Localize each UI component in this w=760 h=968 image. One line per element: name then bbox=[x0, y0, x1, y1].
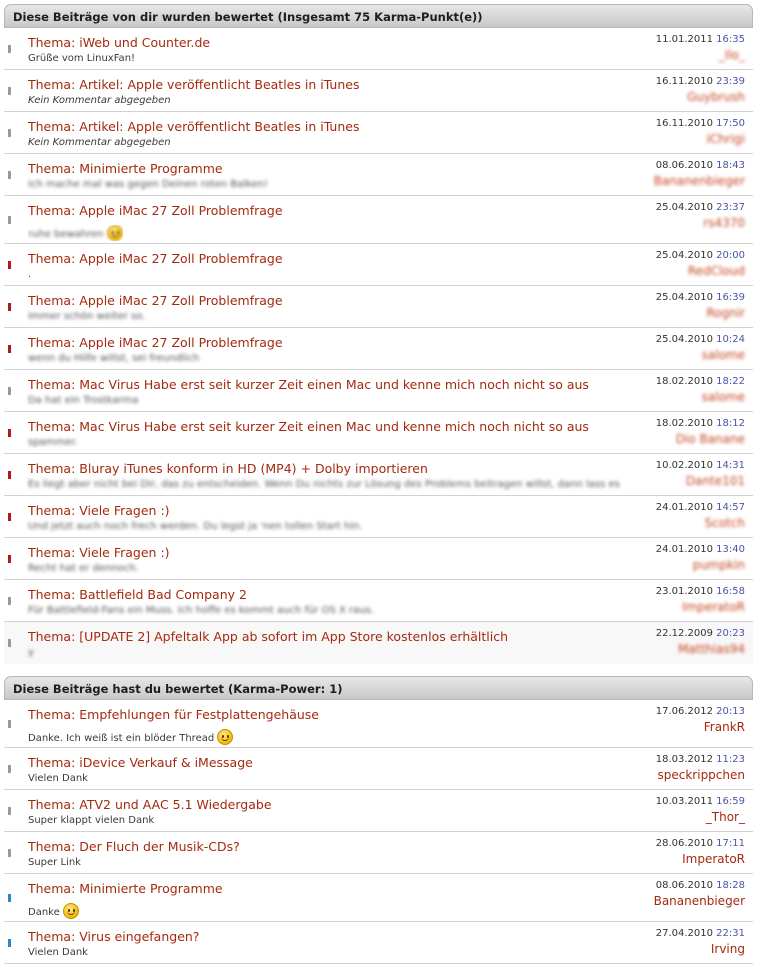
rating-date bbox=[656, 34, 745, 45]
table-row bbox=[4, 874, 753, 922]
karma-marker-neutral bbox=[8, 849, 11, 857]
user-link[interactable]: salome bbox=[701, 390, 745, 404]
table-row bbox=[4, 28, 753, 70]
karma-comment: Es liegt aber nicht bei Dir, das zu entscheiden. Wenn Du nichts zur Lösung des Problems beitragen willst, dann lass es bbox=[28, 479, 620, 490]
rating-date bbox=[656, 160, 745, 171]
time-text: 17:11 bbox=[716, 838, 745, 849]
smiley-icon bbox=[63, 903, 79, 919]
thread-link[interactable]: Thema: iWeb und Counter.de bbox=[28, 35, 211, 50]
rating-date bbox=[656, 376, 745, 387]
table-row bbox=[4, 70, 753, 112]
time-text: 16:35 bbox=[716, 34, 745, 45]
karma-marker-neutral bbox=[8, 216, 11, 224]
thread-link[interactable]: Thema: Der Fluch der Musik-CDs? bbox=[28, 839, 240, 854]
date-text: 27.04.2010 bbox=[655, 928, 713, 939]
table-row bbox=[4, 112, 753, 154]
karma-marker-neutral bbox=[8, 639, 11, 647]
time-text: 14:57 bbox=[716, 502, 745, 513]
karma-comment: Super klappt vielen Dank bbox=[28, 815, 155, 826]
received-karma-header: Diese Beiträge von dir wurden bewertet (Insgesamt 75 Karma-Punkt(e)) bbox=[4, 4, 753, 28]
date-text: 25.04.2010 bbox=[655, 334, 713, 345]
time-text: 23:37 bbox=[716, 202, 745, 213]
karma-marker-neutral bbox=[8, 807, 11, 815]
rating-date bbox=[656, 460, 745, 471]
table-row bbox=[4, 538, 753, 580]
karma-marker-negative bbox=[8, 429, 11, 437]
karma-comment: Ich mache mal was gegen Deinen roten Balken! bbox=[28, 179, 268, 190]
user-link[interactable]: iChrigi bbox=[706, 132, 745, 146]
time-text: 17:50 bbox=[716, 118, 745, 129]
karma-marker-positive bbox=[8, 894, 11, 902]
thread-link[interactable]: Thema: Viele Fragen :) bbox=[28, 503, 170, 518]
karma-marker-neutral bbox=[8, 597, 11, 605]
karma-comment bbox=[28, 903, 79, 919]
karma-comment: Immer schön weiter so. bbox=[28, 311, 146, 322]
rating-date bbox=[656, 250, 745, 261]
karma-marker-neutral bbox=[8, 720, 11, 728]
smiley-icon bbox=[107, 225, 123, 241]
table-row bbox=[4, 244, 753, 286]
user-link[interactable]: Rognir bbox=[706, 306, 745, 320]
time-text: 13:40 bbox=[716, 544, 745, 555]
karma-comment: Da hat ein Trostkarma bbox=[28, 395, 139, 406]
thread-link[interactable]: Thema: Apple iMac 27 Zoll Problemfrage bbox=[28, 251, 283, 266]
rating-date bbox=[656, 928, 745, 939]
karma-marker-neutral bbox=[8, 171, 11, 179]
karma-marker-positive bbox=[8, 939, 11, 947]
date-text: 25.04.2010 bbox=[655, 292, 713, 303]
karma-marker-neutral bbox=[8, 129, 11, 137]
karma-comment: Und jetzt auch noch frech werden. Du legst ja 'nen tollen Start hin. bbox=[28, 521, 363, 532]
user-link[interactable]: salome bbox=[701, 348, 745, 362]
table-row bbox=[4, 370, 753, 412]
user-link[interactable]: Bananenbieger bbox=[653, 174, 745, 188]
thread-link[interactable]: Thema: Mac Virus Habe erst seit kurzer Zeit einen Mac und kenne mich noch nicht so aus bbox=[28, 419, 589, 434]
thread-link[interactable]: Thema: Battlefield Bad Company 2 bbox=[28, 587, 247, 602]
user-link[interactable]: _Thor_ bbox=[705, 810, 745, 824]
time-text: 14:31 bbox=[716, 460, 745, 471]
time-text: 16:58 bbox=[716, 586, 745, 597]
rating-date bbox=[656, 334, 745, 345]
user-link[interactable]: speckrippchen bbox=[657, 768, 745, 782]
thread-link[interactable]: Thema: Mac Virus Habe erst seit kurzer Zeit einen Mac und kenne mich noch nicht so aus bbox=[28, 377, 589, 392]
thread-link[interactable]: Thema: [UPDATE 2] Apfeltalk App ab sofort im App Store kostenlos erhältlich bbox=[28, 629, 509, 644]
comment-text: Danke. Ich weiß ist ein blöder Thread bbox=[28, 733, 215, 744]
date-text: 25.04.2010 bbox=[655, 202, 713, 213]
user-link[interactable]: Irving bbox=[710, 942, 745, 956]
karma-comment: y bbox=[28, 647, 34, 658]
smiley-icon bbox=[217, 729, 233, 745]
time-text: 11:23 bbox=[716, 754, 745, 765]
karma-comment bbox=[28, 225, 123, 241]
karma-marker-negative bbox=[8, 471, 11, 479]
karma-marker-negative bbox=[8, 345, 11, 353]
thread-link[interactable]: Thema: iDevice Verkauf & iMessage bbox=[28, 755, 253, 770]
given-karma-section bbox=[4, 676, 753, 966]
karma-marker-neutral bbox=[8, 765, 11, 773]
karma-comment: Grüße vom LinuxFan! bbox=[28, 53, 136, 64]
date-text: 11.01.2011 bbox=[655, 34, 713, 45]
date-text: 24.01.2010 bbox=[655, 544, 713, 555]
user-link[interactable]: Dio Banane bbox=[675, 432, 745, 446]
date-text: 08.06.2010 bbox=[655, 160, 713, 171]
karma-comment: . bbox=[28, 269, 32, 280]
rating-date bbox=[656, 628, 745, 639]
time-text: 20:23 bbox=[716, 628, 745, 639]
rating-date bbox=[656, 418, 745, 429]
date-text: 18.02.2010 bbox=[655, 418, 713, 429]
time-text: 23:39 bbox=[716, 76, 745, 87]
date-text: 18.03.2012 bbox=[655, 754, 713, 765]
table-row bbox=[4, 328, 753, 370]
time-text: 18:12 bbox=[716, 418, 745, 429]
karma-comment: wenn du Hilfe willst, sei freundlich bbox=[28, 353, 200, 364]
table-row bbox=[4, 922, 753, 964]
thread-link[interactable]: Thema: Artikel: Apple veröffentlicht Beatles in iTunes bbox=[28, 77, 360, 92]
user-link[interactable]: Bananenbieger bbox=[653, 894, 745, 908]
rating-date bbox=[656, 118, 745, 129]
date-text: 22.12.2009 bbox=[655, 628, 713, 639]
time-text: 18:28 bbox=[716, 880, 745, 891]
table-row bbox=[4, 196, 753, 244]
date-text: 16.11.2010 bbox=[655, 118, 713, 129]
rating-date bbox=[656, 880, 745, 891]
table-row bbox=[4, 454, 753, 496]
rating-date bbox=[656, 202, 745, 213]
table-row bbox=[4, 580, 753, 622]
karma-marker-neutral bbox=[8, 87, 11, 95]
thread-link[interactable]: Thema: Apple iMac 27 Zoll Problemfrage bbox=[28, 203, 283, 218]
karma-comment: spammer. bbox=[28, 437, 78, 448]
given-karma-header: Diese Beiträge hast du bewertet (Karma-Power: 1) bbox=[4, 676, 753, 700]
user-link[interactable]: Matthias94 bbox=[678, 642, 745, 656]
user-link[interactable]: _Ilo_ bbox=[718, 48, 745, 62]
table-row bbox=[4, 748, 753, 790]
user-link[interactable]: Scotch bbox=[704, 516, 745, 530]
date-text: 24.01.2010 bbox=[655, 502, 713, 513]
date-text: 10.02.2010 bbox=[655, 460, 713, 471]
rating-date bbox=[656, 838, 745, 849]
karma-comment: Für Battlefield-Fans ein Muss. Ich hoffe es kommt auch für OS X raus. bbox=[28, 605, 374, 616]
karma-comment bbox=[28, 729, 233, 745]
thread-link[interactable]: Thema: Minimierte Programme bbox=[28, 161, 223, 176]
comment-text: ruhe bewahren bbox=[28, 229, 104, 240]
thread-link[interactable]: Thema: Apple iMac 27 Zoll Problemfrage bbox=[28, 293, 283, 308]
user-link[interactable]: RedCloud bbox=[687, 264, 745, 278]
rating-date bbox=[656, 706, 745, 717]
user-link[interactable]: rs4370 bbox=[703, 216, 745, 230]
date-text: 28.06.2010 bbox=[655, 838, 713, 849]
date-text: 10.03.2011 bbox=[655, 796, 713, 807]
date-text: 25.04.2010 bbox=[655, 250, 713, 261]
karma-comment: Vielen Dank bbox=[28, 773, 88, 784]
rating-date bbox=[656, 292, 745, 303]
karma-comment: Recht hat er dennoch. bbox=[28, 563, 139, 574]
rating-date bbox=[656, 544, 745, 555]
time-text: 18:43 bbox=[716, 160, 745, 171]
user-link[interactable]: Dante101 bbox=[685, 474, 745, 488]
time-text: 18:22 bbox=[716, 376, 745, 387]
rating-date bbox=[656, 502, 745, 513]
table-row bbox=[4, 832, 753, 874]
user-link[interactable]: FrankR bbox=[703, 720, 745, 734]
rating-date bbox=[656, 76, 745, 87]
thread-link[interactable]: Thema: Apple iMac 27 Zoll Problemfrage bbox=[28, 335, 283, 350]
karma-comment: Vielen Dank bbox=[28, 947, 88, 958]
time-text: 16:39 bbox=[716, 292, 745, 303]
rating-date bbox=[656, 796, 745, 807]
karma-marker-neutral bbox=[8, 45, 11, 53]
time-text: 16:59 bbox=[716, 796, 745, 807]
rating-date bbox=[656, 754, 745, 765]
date-text: 18.02.2010 bbox=[655, 376, 713, 387]
thread-link[interactable]: Thema: Minimierte Programme bbox=[28, 881, 223, 896]
date-text: 17.06.2012 bbox=[655, 706, 713, 717]
time-text: 10:24 bbox=[716, 334, 745, 345]
table-row bbox=[4, 154, 753, 196]
time-text: 20:00 bbox=[716, 250, 745, 261]
karma-marker-negative bbox=[8, 303, 11, 311]
thread-link[interactable]: Thema: ATV2 und AAC 5.1 Wiedergabe bbox=[28, 797, 272, 812]
rating-date bbox=[656, 586, 745, 597]
karma-marker-negative bbox=[8, 513, 11, 521]
thread-link[interactable]: Thema: Artikel: Apple veröffentlicht Beatles in iTunes bbox=[28, 119, 360, 134]
date-text: 23.01.2010 bbox=[655, 586, 713, 597]
comment-text: Danke bbox=[28, 907, 60, 918]
received-karma-section bbox=[4, 4, 753, 662]
user-link[interactable]: pumpkin bbox=[692, 558, 745, 572]
karma-comment: Kein Kommentar abgegeben bbox=[28, 137, 171, 148]
karma-marker-neutral bbox=[8, 387, 11, 395]
time-text: 20:13 bbox=[716, 706, 745, 717]
thread-link[interactable]: Thema: Virus eingefangen? bbox=[28, 929, 200, 944]
karma-comment: Super Link bbox=[28, 857, 81, 868]
karma-marker-negative bbox=[8, 555, 11, 563]
date-text: 16.11.2010 bbox=[655, 76, 713, 87]
thread-link[interactable]: Thema: Viele Fragen :) bbox=[28, 545, 170, 560]
time-text: 22:31 bbox=[716, 928, 745, 939]
table-row bbox=[4, 790, 753, 832]
table-row bbox=[4, 622, 753, 664]
table-row bbox=[4, 700, 753, 748]
karma-comment: Kein Kommentar abgegeben bbox=[28, 95, 171, 106]
thread-link[interactable]: Thema: Bluray iTunes konform in HD (MP4) + Dolby importieren bbox=[28, 461, 428, 476]
table-row bbox=[4, 496, 753, 538]
user-link[interactable]: ImperatoR bbox=[682, 600, 745, 614]
thread-link[interactable]: Thema: Empfehlungen für Festplattengehäuse bbox=[28, 707, 319, 722]
user-link[interactable]: Guybrush bbox=[686, 90, 745, 104]
user-link[interactable]: ImperatoR bbox=[682, 852, 745, 866]
table-row bbox=[4, 412, 753, 454]
table-row bbox=[4, 286, 753, 328]
karma-marker-negative bbox=[8, 261, 11, 269]
date-text: 08.06.2010 bbox=[655, 880, 713, 891]
